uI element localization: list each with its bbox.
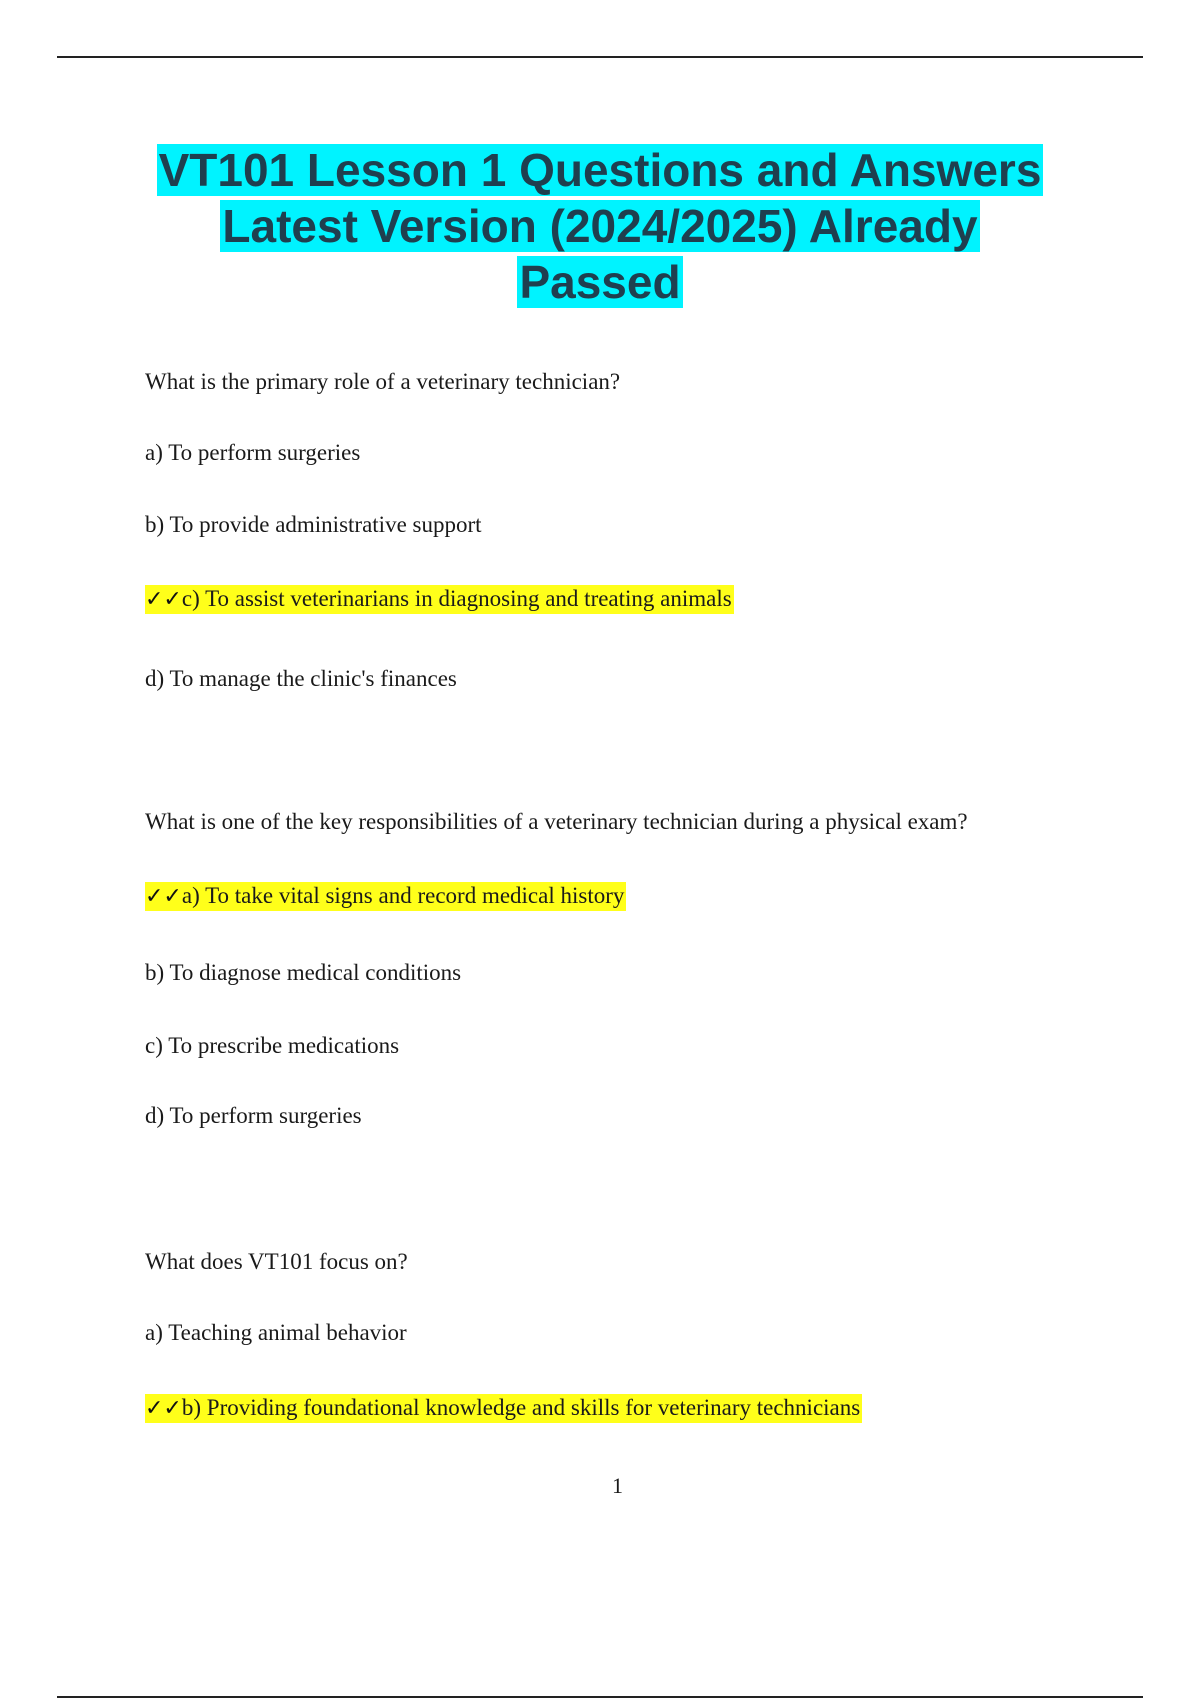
question-2-option-a: a) To take vital signs and record medical history bbox=[181, 883, 625, 908]
question-3-correct-answer bbox=[145, 1394, 862, 1423]
check-mark-icon: ✓✓ bbox=[145, 1396, 182, 1421]
question-2-text: What is one of the key responsibilities of a veterinary technician during a physical exam? bbox=[145, 809, 968, 834]
question-1-option-d: d) To manage the clinic's finances bbox=[145, 666, 457, 691]
question-1-option-c: c) To assist veterinarians in diagnosing and treating animals bbox=[181, 586, 732, 611]
top-rule bbox=[57, 56, 1143, 58]
question-2-option-c: c) To prescribe medications bbox=[145, 1033, 400, 1058]
check-mark-icon: ✓✓ bbox=[145, 884, 182, 909]
question-3-text: What does VT101 focus on? bbox=[145, 1249, 408, 1274]
question-1-correct-answer bbox=[145, 585, 734, 614]
bottom-rule bbox=[57, 1696, 1143, 1698]
question-1-option-b: b) To provide administrative support bbox=[145, 512, 482, 537]
question-2-option-d: d) To perform surgeries bbox=[145, 1103, 362, 1128]
question-2-correct-answer bbox=[145, 882, 626, 911]
question-1-option-a: a) To perform surgeries bbox=[145, 440, 361, 465]
title-line-2: Latest Version (2024/2025) Already bbox=[222, 200, 978, 252]
page-number: 1 bbox=[612, 1473, 623, 1498]
check-mark-icon: ✓✓ bbox=[145, 587, 182, 612]
question-3-option-b: b) Providing foundational knowledge and skills for veterinary technicians bbox=[181, 1395, 861, 1420]
title-line-3: Passed bbox=[519, 256, 681, 308]
title-line-1: VT101 Lesson 1 Questions and Answers bbox=[158, 144, 1042, 196]
question-3-option-a: a) Teaching animal behavior bbox=[145, 1320, 407, 1345]
question-1-text: What is the primary role of a veterinary technician? bbox=[145, 369, 621, 394]
question-2-option-b: b) To diagnose medical conditions bbox=[145, 960, 462, 985]
document-title bbox=[100, 142, 1100, 310]
